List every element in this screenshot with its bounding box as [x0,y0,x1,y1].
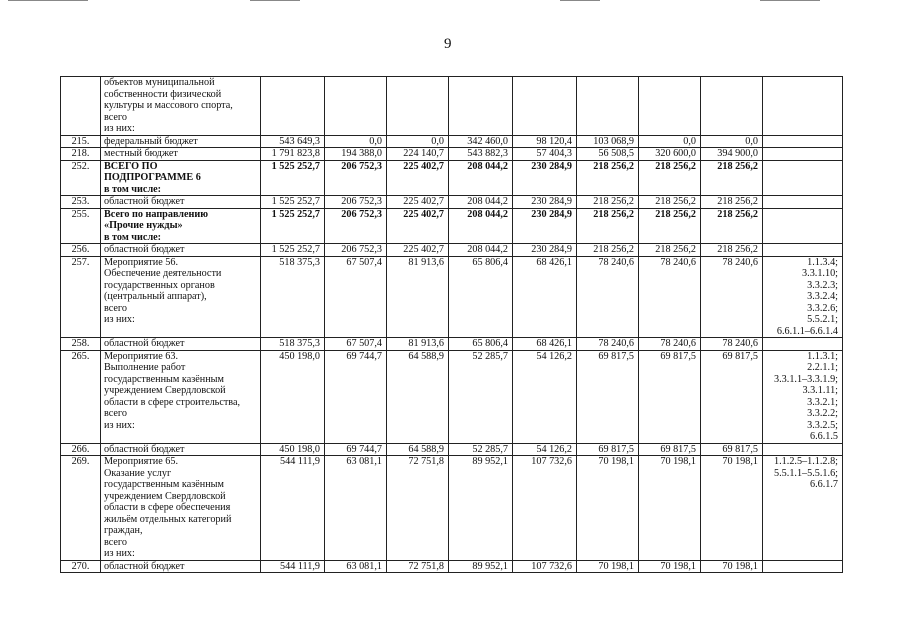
amount-cell: 208 044,2 [449,244,513,257]
amount-cell: 394 900,0 [701,148,763,161]
amount-cell: 218 256,2 [577,160,639,196]
amount-cell: 69 744,7 [325,350,387,443]
amount-cell: 225 402,7 [387,160,449,196]
target-codes-cell [763,443,843,456]
amount-cell: 1 791 823,8 [261,148,325,161]
row-number-cell: 218. [61,148,101,161]
description-cell: местный бюджет [101,148,261,161]
amount-cell: 54 126,2 [513,350,577,443]
amount-cell: 0,0 [639,135,701,148]
scan-top-edge [0,0,905,4]
amount-cell: 69 817,5 [639,443,701,456]
description-cell: Мероприятие 63. Выполнение работ государственным казённым учреждением Свердловской области в сфере строительства, всего из них: [101,350,261,443]
target-codes-cell [763,160,843,196]
target-codes-cell [763,560,843,573]
row-number-cell: 265. [61,350,101,443]
amount-cell: 320 600,0 [639,148,701,161]
amount-cell: 206 752,3 [325,196,387,209]
table-row [61,256,843,338]
amount-cell: 544 111,9 [261,456,325,561]
amount-cell: 0,0 [701,135,763,148]
description-cell: объектов муниципальной собственности физической культуры и массового спорта, всего из них: [101,77,261,136]
amount-cell: 57 404,3 [513,148,577,161]
amount-cell [639,77,701,136]
amount-cell: 225 402,7 [387,196,449,209]
amount-cell: 518 375,3 [261,338,325,351]
target-codes-cell [763,77,843,136]
amount-cell: 69 817,5 [701,350,763,443]
amount-cell: 230 284,9 [513,196,577,209]
table-row [61,148,843,161]
amount-cell: 81 913,6 [387,338,449,351]
amount-cell: 65 806,4 [449,338,513,351]
target-codes-cell: 1.1.3.4; 3.3.1.10; 3.3.2.3; 3.3.2.4; 3.3.2.6; 5.5.2.1; 6.6.1.1–6.6.1.4 [763,256,843,338]
row-number-cell: 266. [61,443,101,456]
amount-cell: 70 198,1 [639,456,701,561]
description-cell: Мероприятие 65. Оказание услуг государственным казённым учреждением Свердловской области в сфере обеспечения жильём отдельных категорий граждан, всего из них: [101,456,261,561]
amount-cell: 56 508,5 [577,148,639,161]
amount-cell: 543 882,3 [449,148,513,161]
amount-cell: 450 198,0 [261,443,325,456]
amount-cell: 0,0 [387,135,449,148]
row-number-cell: 256. [61,244,101,257]
row-number-cell: 269. [61,456,101,561]
amount-cell: 54 126,2 [513,443,577,456]
amount-cell: 89 952,1 [449,560,513,573]
table-row [61,135,843,148]
row-number-cell: 270. [61,560,101,573]
description-cell: федеральный бюджет [101,135,261,148]
table-row [61,443,843,456]
amount-cell: 208 044,2 [449,208,513,244]
amount-cell: 544 111,9 [261,560,325,573]
amount-cell: 218 256,2 [701,196,763,209]
amount-cell: 78 240,6 [577,338,639,351]
table-row [61,208,843,244]
amount-cell: 78 240,6 [639,338,701,351]
amount-cell: 70 198,1 [701,560,763,573]
amount-cell: 70 198,1 [577,560,639,573]
amount-cell: 518 375,3 [261,256,325,338]
amount-cell: 68 426,1 [513,338,577,351]
description-cell: ВСЕГО ПО ПОДПРОГРАММЕ 6 в том числе: [101,160,261,196]
amount-cell [449,77,513,136]
amount-cell [325,77,387,136]
amount-cell: 218 256,2 [639,244,701,257]
amount-cell: 72 751,8 [387,560,449,573]
amount-cell: 70 198,1 [701,456,763,561]
target-codes-cell: 1.1.3.1; 2.2.1.1; 3.3.1.1–3.3.1.9; 3.3.1.11; 3.3.2.1; 3.3.2.2; 3.3.2.5; 6.6.1.5 [763,350,843,443]
table-row [61,196,843,209]
row-number-cell: 252. [61,160,101,196]
amount-cell: 52 285,7 [449,443,513,456]
amount-cell: 69 744,7 [325,443,387,456]
amount-cell: 206 752,3 [325,208,387,244]
target-codes-cell [763,208,843,244]
amount-cell: 69 817,5 [577,443,639,456]
table-row [61,77,843,136]
amount-cell: 103 068,9 [577,135,639,148]
table-row [61,338,843,351]
amount-cell: 206 752,3 [325,160,387,196]
amount-cell: 218 256,2 [577,196,639,209]
target-codes-cell [763,135,843,148]
amount-cell: 69 817,5 [701,443,763,456]
amount-cell: 1 525 252,7 [261,244,325,257]
amount-cell: 230 284,9 [513,208,577,244]
description-cell: областной бюджет [101,560,261,573]
description-cell: Всего по направлению «Прочие нужды» в том числе: [101,208,261,244]
amount-cell: 450 198,0 [261,350,325,443]
table-row [61,244,843,257]
amount-cell: 69 817,5 [639,350,701,443]
amount-cell: 194 388,0 [325,148,387,161]
description-cell: областной бюджет [101,244,261,257]
amount-cell: 107 732,6 [513,456,577,561]
target-codes-cell: 1.1.2.5–1.1.2.8; 5.5.1.1–5.5.1.6; 6.6.1.7 [763,456,843,561]
table-row [61,160,843,196]
amount-cell [513,77,577,136]
amount-cell: 63 081,1 [325,560,387,573]
amount-cell: 230 284,9 [513,160,577,196]
page-number: 9 [444,36,452,52]
row-number-cell: 258. [61,338,101,351]
amount-cell: 225 402,7 [387,208,449,244]
amount-cell: 89 952,1 [449,456,513,561]
amount-cell: 78 240,6 [639,256,701,338]
amount-cell: 218 256,2 [701,160,763,196]
amount-cell: 98 120,4 [513,135,577,148]
target-codes-cell [763,196,843,209]
description-cell: областной бюджет [101,338,261,351]
amount-cell: 218 256,2 [701,244,763,257]
description-cell: областной бюджет [101,443,261,456]
amount-cell: 342 460,0 [449,135,513,148]
amount-cell: 70 198,1 [577,456,639,561]
amount-cell: 78 240,6 [701,256,763,338]
amount-cell: 206 752,3 [325,244,387,257]
amount-cell: 63 081,1 [325,456,387,561]
amount-cell: 67 507,4 [325,338,387,351]
row-number-cell: 255. [61,208,101,244]
amount-cell: 1 525 252,7 [261,208,325,244]
row-number-cell: 257. [61,256,101,338]
amount-cell: 218 256,2 [639,208,701,244]
amount-cell: 208 044,2 [449,196,513,209]
amount-cell: 78 240,6 [577,256,639,338]
amount-cell: 78 240,6 [701,338,763,351]
amount-cell: 218 256,2 [639,196,701,209]
amount-cell: 0,0 [325,135,387,148]
row-number-cell: 253. [61,196,101,209]
amount-cell: 225 402,7 [387,244,449,257]
amount-cell: 72 751,8 [387,456,449,561]
amount-cell [261,77,325,136]
amount-cell: 107 732,6 [513,560,577,573]
amount-cell: 208 044,2 [449,160,513,196]
row-number-cell [61,77,101,136]
amount-cell: 1 525 252,7 [261,196,325,209]
amount-cell: 52 285,7 [449,350,513,443]
amount-cell: 218 256,2 [701,208,763,244]
table-row [61,350,843,443]
amount-cell: 230 284,9 [513,244,577,257]
table-row [61,560,843,573]
target-codes-cell [763,244,843,257]
amount-cell: 218 256,2 [577,244,639,257]
amount-cell [577,77,639,136]
amount-cell: 70 198,1 [639,560,701,573]
table-row [61,456,843,561]
amount-cell: 64 588,9 [387,350,449,443]
amount-cell [701,77,763,136]
description-cell: областной бюджет [101,196,261,209]
amount-cell [387,77,449,136]
amount-cell: 218 256,2 [577,208,639,244]
budget-table [60,76,843,573]
amount-cell: 81 913,6 [387,256,449,338]
amount-cell: 543 649,3 [261,135,325,148]
target-codes-cell [763,338,843,351]
amount-cell: 218 256,2 [639,160,701,196]
description-cell: Мероприятие 56. Обеспечение деятельности государственных органов (центральный аппарат), всего из них: [101,256,261,338]
amount-cell: 69 817,5 [577,350,639,443]
amount-cell: 65 806,4 [449,256,513,338]
amount-cell: 68 426,1 [513,256,577,338]
row-number-cell: 215. [61,135,101,148]
amount-cell: 67 507,4 [325,256,387,338]
amount-cell: 224 140,7 [387,148,449,161]
amount-cell: 1 525 252,7 [261,160,325,196]
target-codes-cell [763,148,843,161]
amount-cell: 64 588,9 [387,443,449,456]
